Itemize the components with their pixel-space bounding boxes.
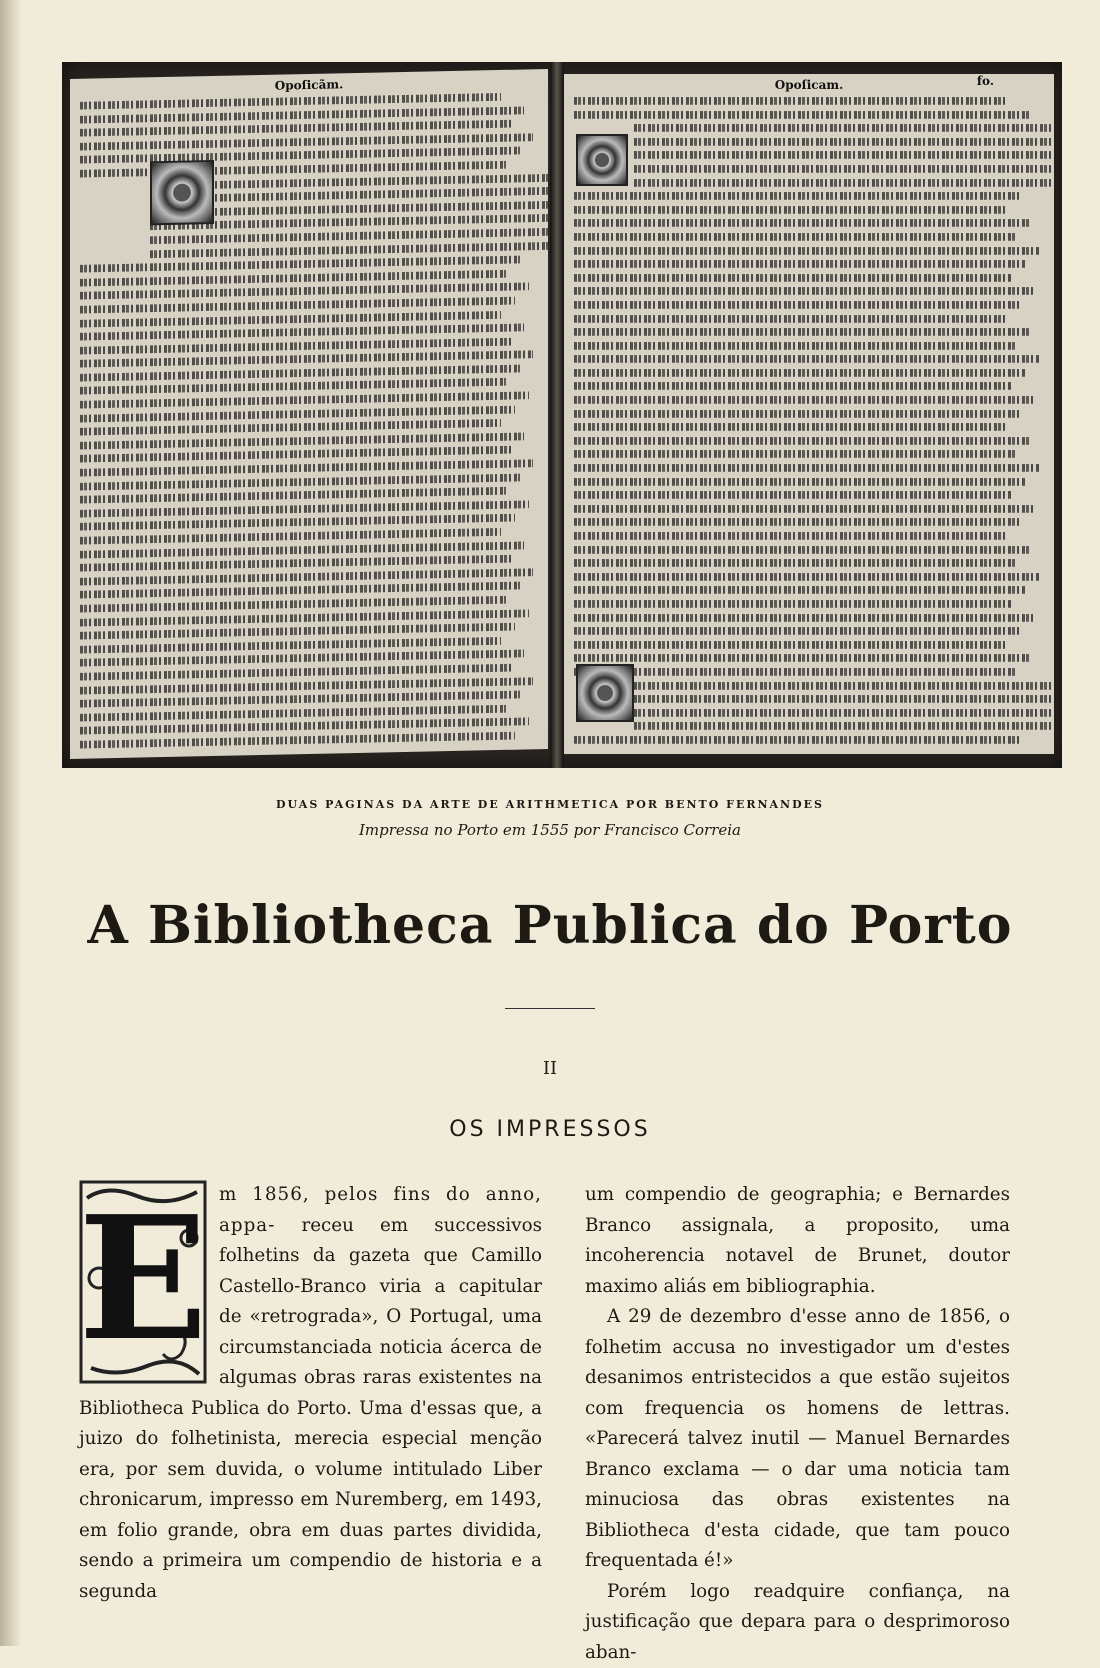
book-right-header (564, 78, 1054, 92)
left-column-body: receu em successivos folhetins da gazeta que Camillo Castello-Branco viria a capitular de «retrograda», O Portugal, uma circumstanciada noticia ácerca de algumas obras raras existentes na Bibliotheca Publica do Porto. Uma d'essas que, a juizo do folhetinista, merecia especial menção era, por sem duvida, o volume intitulado Liber chronicarum, impresso em Nuremberg, em 1493, em folio grande, obra em duas partes dividida, sendo a primeira um compendio de historia e a segunda (79, 1215, 542, 1602)
book-spine (550, 62, 564, 768)
book-right-initial-image-2 (576, 664, 634, 722)
book-text-line (574, 546, 1030, 553)
book-text-line (80, 528, 501, 544)
book-text-line (574, 383, 1011, 390)
book-text-line (574, 491, 1011, 498)
book-text-line (80, 419, 501, 435)
right-paragraph-2: A 29 de dezembro d'esse anno de 1856, o folhetim accusa no investigador um d'estes desanimos entristecidos a que estão sujeitos com frequencia os homens de lettras. «Parecerá talvez inutil — Manuel Bernardes Branco exclama — o dar uma noticia tam minuciosa das obras existentes na Bibliotheca d'esta cidade, que tam pouco frequentada é!» (585, 1302, 1010, 1577)
book-text-line (574, 355, 1039, 362)
book-text-line (80, 732, 515, 749)
part-number: II (0, 1058, 1100, 1079)
book-text-line (634, 682, 1054, 689)
book-text-line (574, 586, 1025, 593)
book-text-line (574, 423, 1006, 430)
book-text-line (574, 437, 1030, 444)
drop-cap-letter: E (78, 1179, 208, 1379)
book-text-line (574, 478, 1025, 485)
book-text-line (574, 505, 1035, 512)
book-text-line (574, 641, 1006, 648)
book-photograph (62, 62, 1062, 768)
book-text-line (634, 695, 1054, 702)
book-text-line (574, 736, 1021, 743)
book-text-line (574, 614, 1035, 621)
section-heading: OS IMPRESSOS (0, 1117, 1100, 1142)
book-text-line (574, 247, 1039, 254)
book-text-line (80, 256, 520, 273)
book-text-line (574, 219, 1030, 226)
book-text-line (574, 301, 1021, 308)
book-text-line (574, 573, 1039, 580)
left-column-lead: m 1856, pelos fins do anno, appa- (219, 1184, 542, 1236)
book-text-line (574, 233, 1016, 240)
book-text-line (574, 287, 1035, 294)
book-right-folio: fo. (977, 74, 994, 88)
book-text-line (80, 596, 506, 612)
book-text-line (80, 324, 524, 341)
book-text-line (574, 342, 1016, 349)
book-text-line (574, 654, 1030, 661)
book-text-line (150, 240, 548, 257)
book-text-line (574, 97, 1006, 104)
caption-subtitle: Impressa no Porto em 1555 por Francisco Correia (0, 821, 1100, 839)
drop-cap (77, 1178, 209, 1386)
book-text-line (574, 410, 1021, 417)
book-text-line (634, 709, 1054, 716)
book-text-line (634, 138, 1054, 145)
caption-title: DUAS PAGINAS DA ARTE DE ARITHMETICA POR BENTO FERNANDES (0, 798, 1100, 811)
book-text-line (574, 260, 1025, 267)
book-text-line (574, 600, 1011, 607)
right-paragraph-3: Porém logo readquire confiança, na justificação que depara para o desprimoroso aban- (585, 1577, 1010, 1668)
book-text-line (574, 315, 1006, 322)
book-text-line (574, 206, 1006, 213)
book-text-line (574, 111, 1030, 118)
book-text-line (634, 124, 1054, 131)
book-text-line (150, 227, 548, 243)
book-right-initial-image-1 (576, 134, 628, 186)
drop-cap-ornament (77, 1178, 209, 1386)
book-text-line (574, 532, 1006, 539)
book-text-line (634, 165, 1054, 172)
book-text-line (634, 151, 1054, 158)
book-left-initial-image (150, 160, 214, 225)
book-text-line (574, 627, 1021, 634)
book-text-line (80, 664, 511, 680)
book-left-text-lines (70, 89, 548, 752)
book-text-line (80, 691, 520, 708)
book-text-line (574, 464, 1039, 471)
book-left-page (70, 69, 548, 759)
book-left-header: Opoſicãm. (70, 73, 548, 97)
book-text-line (574, 192, 1021, 199)
book-text-line (634, 179, 1054, 186)
book-text-line (80, 161, 506, 177)
book-text-line (574, 369, 1025, 376)
title-divider (505, 1008, 595, 1009)
book-text-line (634, 722, 1054, 729)
right-paragraph-1: um compendio de geographia; e Bernardes Branco assignala, a proposito, uma incoherencia notavel de Brunet, doutor maximo aliás em bibliographia. (585, 1180, 1010, 1302)
book-text-line (574, 274, 1011, 281)
book-text-line (80, 297, 515, 314)
book-text-line (574, 450, 1016, 457)
book-text-line (574, 396, 1035, 403)
book-text-line (574, 328, 1030, 335)
book-text-line (574, 518, 1021, 525)
book-right-page (564, 74, 1054, 754)
article-title: A Bibliotheca Publica do Porto (0, 895, 1100, 956)
book-text-line (80, 555, 511, 571)
left-column (79, 1180, 542, 1607)
right-column (585, 1180, 1010, 1668)
book-right-text-lines (564, 94, 1054, 747)
book-right-header-text: Opoſicam. (775, 78, 844, 92)
book-text-line (574, 559, 1016, 566)
book-text-line (80, 487, 506, 503)
book-text-line (574, 668, 1016, 675)
book-text-line (80, 120, 511, 136)
book-text-line (80, 623, 515, 640)
